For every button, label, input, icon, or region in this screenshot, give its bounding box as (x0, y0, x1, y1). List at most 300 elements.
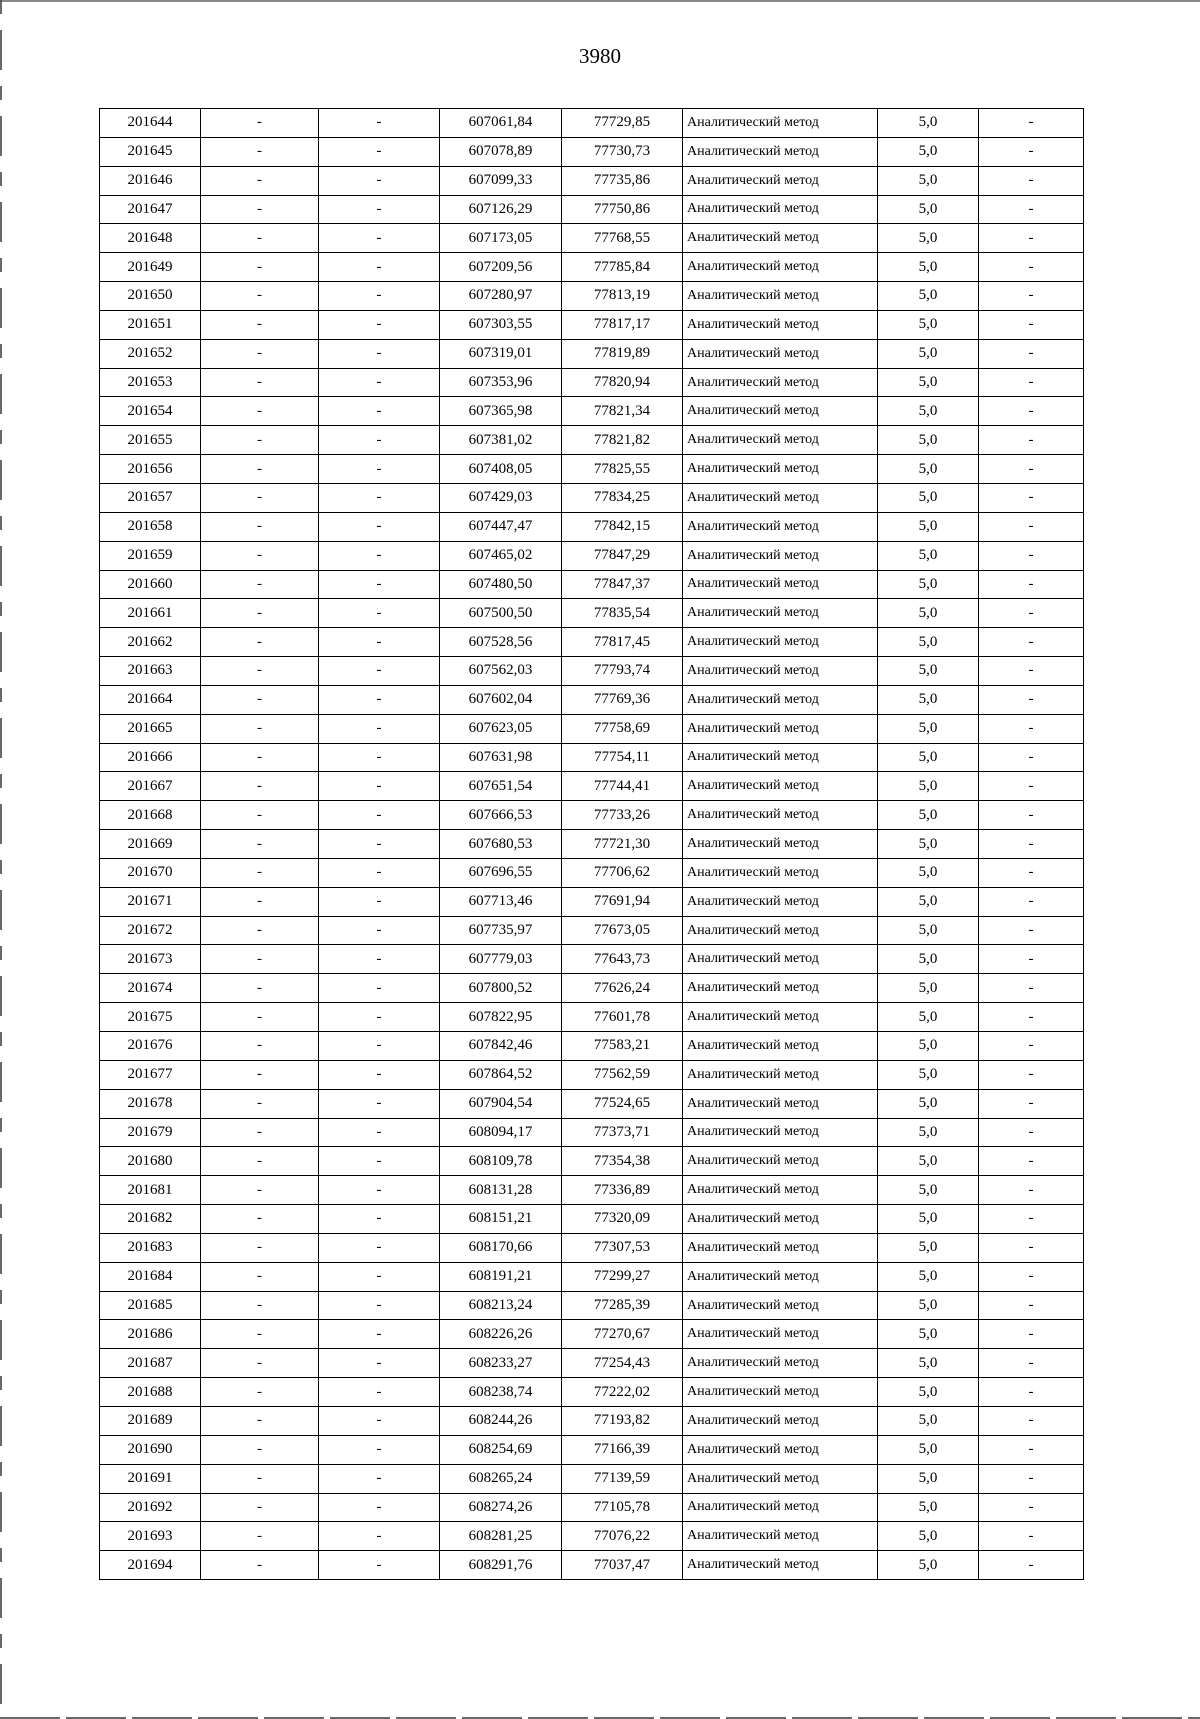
y-coordinate-cell: 77336,89 (562, 1176, 683, 1205)
y-coordinate-cell: 77744,41 (562, 772, 683, 801)
accuracy-cell: 5,0 (878, 1118, 979, 1147)
y-coordinate-cell: 77834,25 (562, 483, 683, 512)
point-number-cell: 201677 (100, 1060, 201, 1089)
accuracy-cell: 5,0 (878, 1233, 979, 1262)
method-cell: Аналитический метод (683, 1464, 878, 1493)
empty-cell-b: - (319, 685, 440, 714)
table-row (100, 483, 1084, 512)
table-row (100, 541, 1084, 570)
accuracy-cell: 5,0 (878, 339, 979, 368)
method-cell: Аналитический метод (683, 1205, 878, 1234)
empty-cell-a: - (201, 1435, 319, 1464)
y-coordinate-cell: 77721,30 (562, 830, 683, 859)
y-coordinate-cell: 77076,22 (562, 1522, 683, 1551)
empty-cell-a: - (201, 512, 319, 541)
method-cell: Аналитический метод (683, 397, 878, 426)
accuracy-cell: 5,0 (878, 916, 979, 945)
empty-cell-c: - (979, 1003, 1084, 1032)
table-row (100, 1349, 1084, 1378)
y-coordinate-cell: 77105,78 (562, 1493, 683, 1522)
y-coordinate-cell: 77524,65 (562, 1089, 683, 1118)
table-row (100, 1205, 1084, 1234)
table-row (100, 1003, 1084, 1032)
y-coordinate-cell: 77254,43 (562, 1349, 683, 1378)
table-row (100, 1378, 1084, 1407)
y-coordinate-cell: 77825,55 (562, 455, 683, 484)
accuracy-cell: 5,0 (878, 109, 979, 138)
point-number-cell: 201652 (100, 339, 201, 368)
accuracy-cell: 5,0 (878, 830, 979, 859)
y-coordinate-cell: 77750,86 (562, 195, 683, 224)
accuracy-cell: 5,0 (878, 1176, 979, 1205)
empty-cell-a: - (201, 166, 319, 195)
empty-cell-c: - (979, 1032, 1084, 1061)
accuracy-cell: 5,0 (878, 599, 979, 628)
table-row (100, 253, 1084, 282)
x-coordinate-cell: 607280,97 (440, 282, 562, 311)
table-row (100, 1262, 1084, 1291)
accuracy-cell: 5,0 (878, 1435, 979, 1464)
y-coordinate-cell: 77819,89 (562, 339, 683, 368)
empty-cell-b: - (319, 1233, 440, 1262)
empty-cell-c: - (979, 887, 1084, 916)
table-row (100, 1233, 1084, 1262)
accuracy-cell: 5,0 (878, 714, 979, 743)
empty-cell-a: - (201, 455, 319, 484)
x-coordinate-cell: 607429,03 (440, 483, 562, 512)
method-cell: Аналитический метод (683, 1349, 878, 1378)
table-row (100, 1176, 1084, 1205)
empty-cell-c: - (979, 1291, 1084, 1320)
method-cell: Аналитический метод (683, 887, 878, 916)
accuracy-cell: 5,0 (878, 801, 979, 830)
accuracy-cell: 5,0 (878, 1089, 979, 1118)
method-cell: Аналитический метод (683, 253, 878, 282)
empty-cell-b: - (319, 1176, 440, 1205)
empty-cell-a: - (201, 195, 319, 224)
empty-cell-c: - (979, 253, 1084, 282)
x-coordinate-cell: 608281,25 (440, 1522, 562, 1551)
point-number-cell: 201665 (100, 714, 201, 743)
empty-cell-c: - (979, 657, 1084, 686)
empty-cell-a: - (201, 1176, 319, 1205)
x-coordinate-cell: 608233,27 (440, 1349, 562, 1378)
y-coordinate-cell: 77842,15 (562, 512, 683, 541)
table-row (100, 109, 1084, 138)
x-coordinate-cell: 607623,05 (440, 714, 562, 743)
table-row (100, 945, 1084, 974)
table-row (100, 974, 1084, 1003)
accuracy-cell: 5,0 (878, 224, 979, 253)
method-cell: Аналитический метод (683, 109, 878, 138)
empty-cell-b: - (319, 339, 440, 368)
accuracy-cell: 5,0 (878, 1032, 979, 1061)
method-cell: Аналитический метод (683, 1320, 878, 1349)
accuracy-cell: 5,0 (878, 1320, 979, 1349)
scan-edge-left (0, 0, 2, 1719)
accuracy-cell: 5,0 (878, 1378, 979, 1407)
empty-cell-a: - (201, 1147, 319, 1176)
table-row (100, 1551, 1084, 1580)
empty-cell-c: - (979, 455, 1084, 484)
empty-cell-b: - (319, 368, 440, 397)
empty-cell-c: - (979, 137, 1084, 166)
accuracy-cell: 5,0 (878, 1349, 979, 1378)
x-coordinate-cell: 608109,78 (440, 1147, 562, 1176)
empty-cell-a: - (201, 1378, 319, 1407)
empty-cell-c: - (979, 1435, 1084, 1464)
empty-cell-c: - (979, 1551, 1084, 1580)
page-number: 3980 (579, 44, 621, 68)
empty-cell-c: - (979, 1089, 1084, 1118)
point-number-cell: 201657 (100, 483, 201, 512)
empty-cell-b: - (319, 916, 440, 945)
empty-cell-a: - (201, 657, 319, 686)
point-number-cell: 201690 (100, 1435, 201, 1464)
point-number-cell: 201668 (100, 801, 201, 830)
empty-cell-b: - (319, 310, 440, 339)
empty-cell-b: - (319, 397, 440, 426)
empty-cell-c: - (979, 628, 1084, 657)
method-cell: Аналитический метод (683, 772, 878, 801)
method-cell: Аналитический метод (683, 1176, 878, 1205)
point-number-cell: 201651 (100, 310, 201, 339)
empty-cell-b: - (319, 945, 440, 974)
method-cell: Аналитический метод (683, 1233, 878, 1262)
y-coordinate-cell: 77754,11 (562, 743, 683, 772)
point-number-cell: 201646 (100, 166, 201, 195)
empty-cell-a: - (201, 1320, 319, 1349)
point-number-cell: 201671 (100, 887, 201, 916)
empty-cell-b: - (319, 483, 440, 512)
table-row (100, 1060, 1084, 1089)
point-number-cell: 201680 (100, 1147, 201, 1176)
table-row (100, 195, 1084, 224)
method-cell: Аналитический метод (683, 339, 878, 368)
x-coordinate-cell: 607480,50 (440, 570, 562, 599)
y-coordinate-cell: 77847,37 (562, 570, 683, 599)
x-coordinate-cell: 607078,89 (440, 137, 562, 166)
point-number-cell: 201650 (100, 282, 201, 311)
y-coordinate-cell: 77820,94 (562, 368, 683, 397)
empty-cell-c: - (979, 1349, 1084, 1378)
x-coordinate-cell: 607666,53 (440, 801, 562, 830)
x-coordinate-cell: 608291,76 (440, 1551, 562, 1580)
y-coordinate-cell: 77373,71 (562, 1118, 683, 1147)
x-coordinate-cell: 607173,05 (440, 224, 562, 253)
table-row (100, 512, 1084, 541)
point-number-cell: 201684 (100, 1262, 201, 1291)
x-coordinate-cell: 607562,03 (440, 657, 562, 686)
empty-cell-c: - (979, 224, 1084, 253)
method-cell: Аналитический метод (683, 657, 878, 686)
y-coordinate-cell: 77769,36 (562, 685, 683, 714)
x-coordinate-cell: 608213,24 (440, 1291, 562, 1320)
accuracy-cell: 5,0 (878, 310, 979, 339)
empty-cell-b: - (319, 109, 440, 138)
empty-cell-b: - (319, 512, 440, 541)
empty-cell-b: - (319, 253, 440, 282)
empty-cell-b: - (319, 1089, 440, 1118)
point-number-cell: 201662 (100, 628, 201, 657)
x-coordinate-cell: 608226,26 (440, 1320, 562, 1349)
empty-cell-a: - (201, 483, 319, 512)
accuracy-cell: 5,0 (878, 512, 979, 541)
x-coordinate-cell: 608254,69 (440, 1435, 562, 1464)
accuracy-cell: 5,0 (878, 1522, 979, 1551)
empty-cell-a: - (201, 714, 319, 743)
method-cell: Аналитический метод (683, 483, 878, 512)
empty-cell-c: - (979, 801, 1084, 830)
table-row (100, 1089, 1084, 1118)
empty-cell-a: - (201, 1493, 319, 1522)
method-cell: Аналитический метод (683, 310, 878, 339)
point-number-cell: 201670 (100, 858, 201, 887)
table-row (100, 916, 1084, 945)
empty-cell-c: - (979, 1320, 1084, 1349)
accuracy-cell: 5,0 (878, 858, 979, 887)
empty-cell-a: - (201, 570, 319, 599)
x-coordinate-cell: 607319,01 (440, 339, 562, 368)
point-number-cell: 201694 (100, 1551, 201, 1580)
empty-cell-a: - (201, 310, 319, 339)
x-coordinate-cell: 607631,98 (440, 743, 562, 772)
method-cell: Аналитический метод (683, 1003, 878, 1032)
method-cell: Аналитический метод (683, 1089, 878, 1118)
empty-cell-c: - (979, 1147, 1084, 1176)
empty-cell-b: - (319, 1118, 440, 1147)
empty-cell-c: - (979, 541, 1084, 570)
y-coordinate-cell: 77817,45 (562, 628, 683, 657)
empty-cell-c: - (979, 1262, 1084, 1291)
point-number-cell: 201678 (100, 1089, 201, 1118)
empty-cell-c: - (979, 570, 1084, 599)
x-coordinate-cell: 607365,98 (440, 397, 562, 426)
accuracy-cell: 5,0 (878, 657, 979, 686)
y-coordinate-cell: 77562,59 (562, 1060, 683, 1089)
x-coordinate-cell: 607800,52 (440, 974, 562, 1003)
empty-cell-b: - (319, 887, 440, 916)
empty-cell-a: - (201, 1522, 319, 1551)
empty-cell-c: - (979, 599, 1084, 628)
method-cell: Аналитический метод (683, 685, 878, 714)
empty-cell-a: - (201, 109, 319, 138)
table-row (100, 426, 1084, 455)
method-cell: Аналитический метод (683, 195, 878, 224)
table-row (100, 339, 1084, 368)
empty-cell-c: - (979, 1205, 1084, 1234)
empty-cell-b: - (319, 1032, 440, 1061)
method-cell: Аналитический метод (683, 858, 878, 887)
y-coordinate-cell: 77320,09 (562, 1205, 683, 1234)
x-coordinate-cell: 608170,66 (440, 1233, 562, 1262)
empty-cell-a: - (201, 1406, 319, 1435)
empty-cell-b: - (319, 1291, 440, 1320)
x-coordinate-cell: 608094,17 (440, 1118, 562, 1147)
y-coordinate-cell: 77037,47 (562, 1551, 683, 1580)
empty-cell-a: - (201, 1262, 319, 1291)
x-coordinate-cell: 607500,50 (440, 599, 562, 628)
accuracy-cell: 5,0 (878, 685, 979, 714)
point-number-cell: 201666 (100, 743, 201, 772)
empty-cell-b: - (319, 1147, 440, 1176)
method-cell: Аналитический метод (683, 714, 878, 743)
y-coordinate-cell: 77166,39 (562, 1435, 683, 1464)
method-cell: Аналитический метод (683, 1147, 878, 1176)
empty-cell-b: - (319, 1205, 440, 1234)
table-row (100, 1320, 1084, 1349)
empty-cell-a: - (201, 339, 319, 368)
point-number-cell: 201689 (100, 1406, 201, 1435)
x-coordinate-cell: 608191,21 (440, 1262, 562, 1291)
table-row (100, 397, 1084, 426)
accuracy-cell: 5,0 (878, 368, 979, 397)
empty-cell-c: - (979, 512, 1084, 541)
empty-cell-c: - (979, 1233, 1084, 1262)
x-coordinate-cell: 608274,26 (440, 1493, 562, 1522)
method-cell: Аналитический метод (683, 137, 878, 166)
empty-cell-a: - (201, 1205, 319, 1234)
y-coordinate-cell: 77583,21 (562, 1032, 683, 1061)
method-cell: Аналитический метод (683, 1435, 878, 1464)
point-number-cell: 201653 (100, 368, 201, 397)
y-coordinate-cell: 77847,29 (562, 541, 683, 570)
empty-cell-c: - (979, 282, 1084, 311)
coordinates-table (99, 108, 1084, 1580)
y-coordinate-cell: 77601,78 (562, 1003, 683, 1032)
empty-cell-a: - (201, 1089, 319, 1118)
empty-cell-a: - (201, 628, 319, 657)
accuracy-cell: 5,0 (878, 570, 979, 599)
table-row (100, 282, 1084, 311)
table-row (100, 1464, 1084, 1493)
method-cell: Аналитический метод (683, 1032, 878, 1061)
method-cell: Аналитический метод (683, 599, 878, 628)
x-coordinate-cell: 608238,74 (440, 1378, 562, 1407)
empty-cell-a: - (201, 599, 319, 628)
empty-cell-b: - (319, 801, 440, 830)
point-number-cell: 201685 (100, 1291, 201, 1320)
method-cell: Аналитический метод (683, 830, 878, 859)
x-coordinate-cell: 607842,46 (440, 1032, 562, 1061)
accuracy-cell: 5,0 (878, 743, 979, 772)
point-number-cell: 201660 (100, 570, 201, 599)
point-number-cell: 201693 (100, 1522, 201, 1551)
empty-cell-a: - (201, 1233, 319, 1262)
x-coordinate-cell: 607061,84 (440, 109, 562, 138)
empty-cell-b: - (319, 541, 440, 570)
method-cell: Аналитический метод (683, 368, 878, 397)
x-coordinate-cell: 607864,52 (440, 1060, 562, 1089)
x-coordinate-cell: 607099,33 (440, 166, 562, 195)
point-number-cell: 201649 (100, 253, 201, 282)
x-coordinate-cell: 608131,28 (440, 1176, 562, 1205)
point-number-cell: 201654 (100, 397, 201, 426)
point-number-cell: 201659 (100, 541, 201, 570)
empty-cell-b: - (319, 1003, 440, 1032)
x-coordinate-cell: 607465,02 (440, 541, 562, 570)
table-row (100, 685, 1084, 714)
empty-cell-a: - (201, 282, 319, 311)
empty-cell-b: - (319, 137, 440, 166)
empty-cell-b: - (319, 1522, 440, 1551)
method-cell: Аналитический метод (683, 1118, 878, 1147)
y-coordinate-cell: 77821,34 (562, 397, 683, 426)
accuracy-cell: 5,0 (878, 1464, 979, 1493)
accuracy-cell: 5,0 (878, 1060, 979, 1089)
x-coordinate-cell: 607126,29 (440, 195, 562, 224)
empty-cell-a: - (201, 772, 319, 801)
table-row (100, 224, 1084, 253)
point-number-cell: 201656 (100, 455, 201, 484)
point-number-cell: 201655 (100, 426, 201, 455)
point-number-cell: 201682 (100, 1205, 201, 1234)
empty-cell-a: - (201, 743, 319, 772)
empty-cell-c: - (979, 339, 1084, 368)
empty-cell-c: - (979, 397, 1084, 426)
empty-cell-a: - (201, 685, 319, 714)
empty-cell-c: - (979, 945, 1084, 974)
empty-cell-c: - (979, 714, 1084, 743)
y-coordinate-cell: 77299,27 (562, 1262, 683, 1291)
table-row (100, 1147, 1084, 1176)
point-number-cell: 201679 (100, 1118, 201, 1147)
point-number-cell: 201664 (100, 685, 201, 714)
method-cell: Аналитический метод (683, 743, 878, 772)
empty-cell-a: - (201, 1060, 319, 1089)
table-row (100, 858, 1084, 887)
empty-cell-c: - (979, 772, 1084, 801)
point-number-cell: 201663 (100, 657, 201, 686)
empty-cell-a: - (201, 945, 319, 974)
point-number-cell: 201674 (100, 974, 201, 1003)
y-coordinate-cell: 77139,59 (562, 1464, 683, 1493)
method-cell: Аналитический метод (683, 224, 878, 253)
empty-cell-a: - (201, 1291, 319, 1320)
accuracy-cell: 5,0 (878, 772, 979, 801)
empty-cell-a: - (201, 397, 319, 426)
method-cell: Аналитический метод (683, 282, 878, 311)
point-number-cell: 201691 (100, 1464, 201, 1493)
method-cell: Аналитический метод (683, 570, 878, 599)
table-row (100, 570, 1084, 599)
empty-cell-a: - (201, 1464, 319, 1493)
y-coordinate-cell: 77758,69 (562, 714, 683, 743)
accuracy-cell: 5,0 (878, 887, 979, 916)
x-coordinate-cell: 607680,53 (440, 830, 562, 859)
point-number-cell: 201675 (100, 1003, 201, 1032)
method-cell: Аналитический метод (683, 974, 878, 1003)
empty-cell-a: - (201, 974, 319, 1003)
table-row (100, 657, 1084, 686)
x-coordinate-cell: 608265,24 (440, 1464, 562, 1493)
x-coordinate-cell: 607381,02 (440, 426, 562, 455)
method-cell: Аналитический метод (683, 455, 878, 484)
table-row (100, 137, 1084, 166)
table-row (100, 1493, 1084, 1522)
empty-cell-a: - (201, 858, 319, 887)
empty-cell-c: - (979, 1060, 1084, 1089)
method-cell: Аналитический метод (683, 801, 878, 830)
y-coordinate-cell: 77354,38 (562, 1147, 683, 1176)
table-row (100, 1435, 1084, 1464)
point-number-cell: 201669 (100, 830, 201, 859)
x-coordinate-cell: 607209,56 (440, 253, 562, 282)
method-cell: Аналитический метод (683, 628, 878, 657)
y-coordinate-cell: 77785,84 (562, 253, 683, 282)
method-cell: Аналитический метод (683, 541, 878, 570)
empty-cell-b: - (319, 1435, 440, 1464)
